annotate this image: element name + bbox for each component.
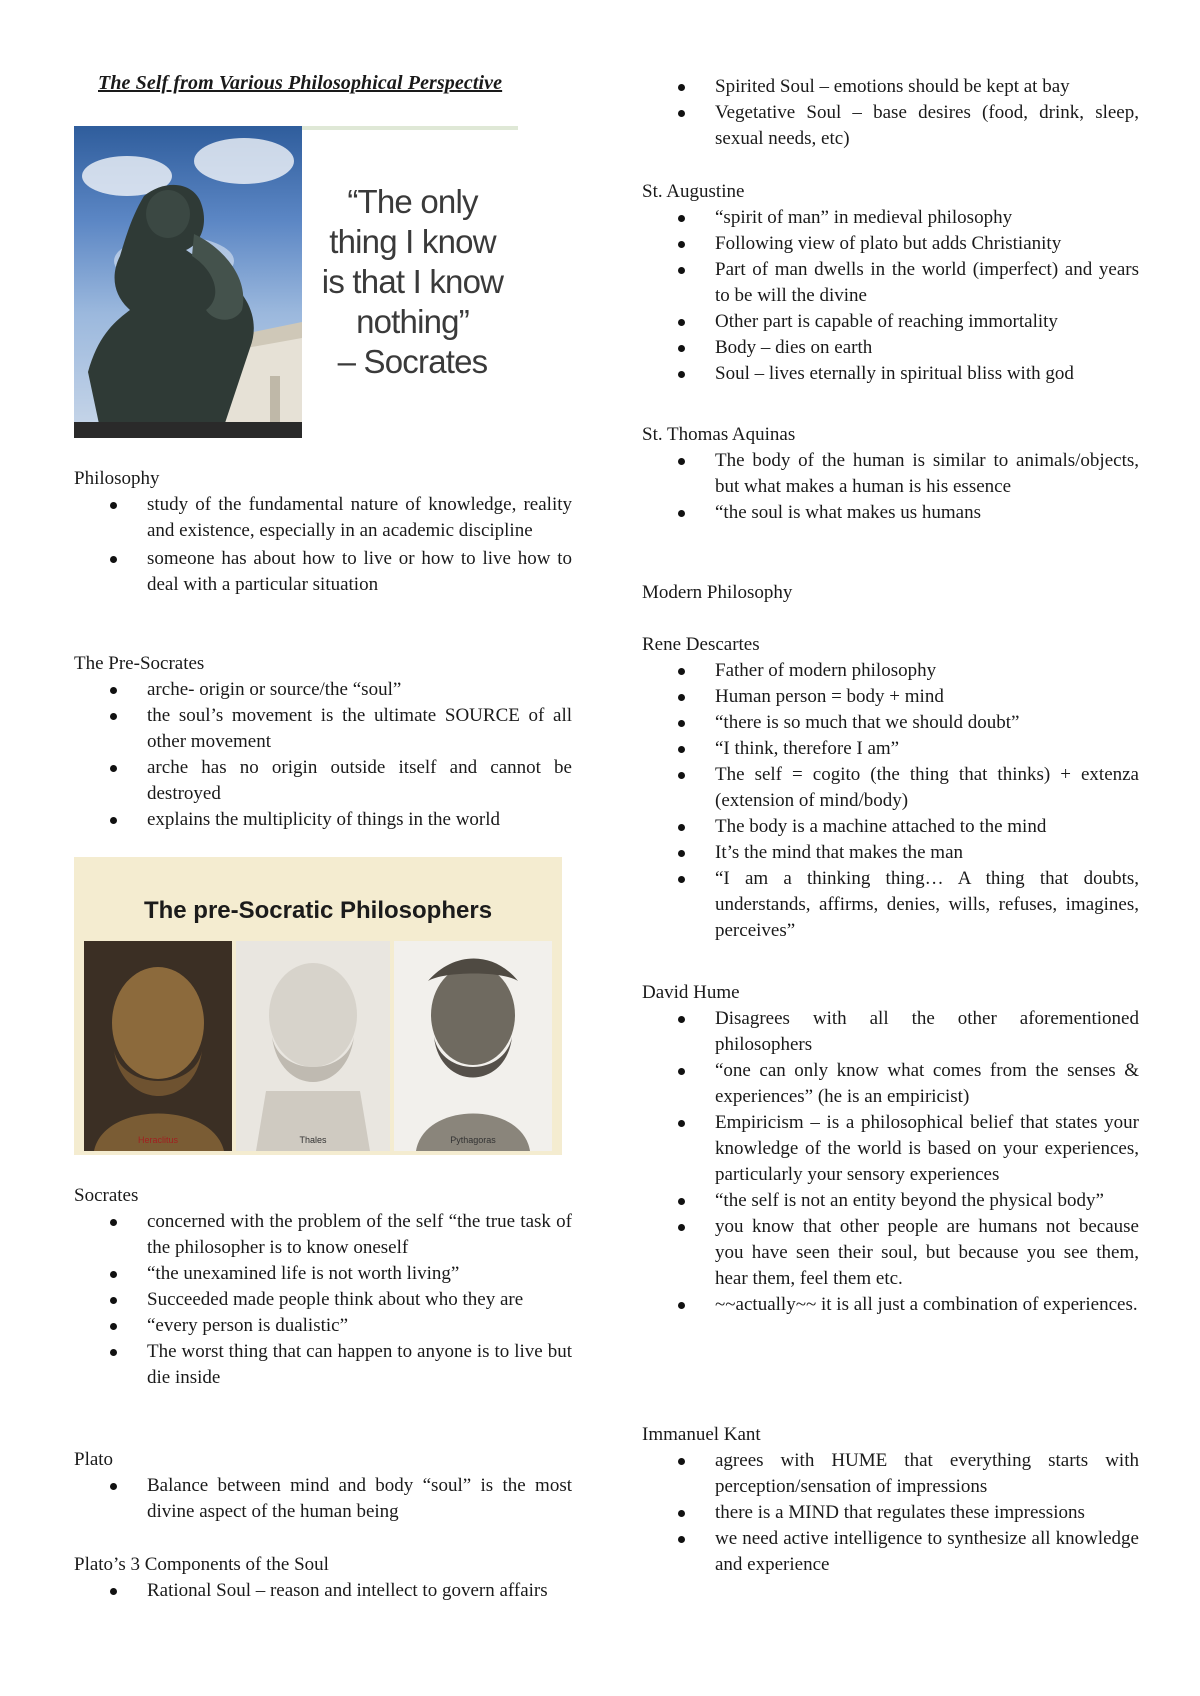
quote-line: nothing” [356,303,469,340]
list-item: The body of the human is similar to animals/objects, but what makes a human is his essence [715,448,1139,500]
section-pre-socrates [74,651,572,833]
section-heading: The Pre-Socrates [74,653,205,674]
quote-attribution: – Socrates [337,343,488,380]
list-item: “there is so much that we should doubt” [715,710,1139,736]
list-item: concerned with the problem of the self “the true task of the philosopher is to know oneself [147,1209,572,1261]
section-plato [74,1447,572,1525]
list-item: Body – dies on earth [715,335,1139,361]
list-item: It’s the mind that makes the man [715,840,1139,866]
section-david-hume [642,980,1139,1318]
list-item: “one can only know what comes from the senses & experiences” (he is an empiricist) [715,1058,1139,1110]
thinker-photo [74,126,302,438]
section-heading: Rene Descartes [642,634,760,655]
section-heading: Plato’s 3 Components of the Soul [74,1554,329,1575]
section-heading: Plato [74,1449,114,1470]
socrates-quote [310,182,515,382]
list-item: Balance between mind and body “soul” is the most divine aspect of the human being [147,1473,572,1525]
socrates-quote-image [74,126,518,438]
list-item: Empiricism – is a philosophical belief that states your knowledge of the world is based on your experiences, particularly your sensory experiences [715,1110,1139,1188]
section-st-augustine [642,179,1139,387]
section-plato-soul-components [74,1552,572,1604]
list-item: Soul – lives eternally in spiritual bliss with god [715,361,1139,387]
thales-bust [236,941,390,1151]
list-item: “I think, therefore I am” [715,736,1139,762]
list-item: Succeeded made people think about who they are [147,1287,572,1313]
list-item: there is a MIND that regulates these impressions [715,1500,1139,1526]
list-item: “I am a thinking thing… A thing that doubts, understands, affirms, denies, wills, refuses, imagines, perceives” [715,866,1139,944]
list-item: “the unexamined life is not worth living” [147,1261,572,1287]
list-item: agrees with HUME that everything starts with perception/sensation of impressions [715,1448,1139,1500]
list-item: “spirit of man” in medieval philosophy [715,205,1139,231]
list-item: Rational Soul – reason and intellect to govern affairs [147,1578,572,1604]
list-item: Spirited Soul – emotions should be kept at bay [715,74,1139,100]
section-heading: St. Thomas Aquinas [642,424,796,445]
list-item: the soul’s movement is the ultimate SOURCE of all other movement [147,703,572,755]
list-item: “every person is dualistic” [147,1313,572,1339]
section-heading: David Hume [642,982,740,1003]
list-item: Other part is capable of reaching immortality [715,309,1139,335]
section-heading: Immanuel Kant [642,1424,761,1445]
list-item: explains the multiplicity of things in the world [147,807,572,833]
list-item: Father of modern philosophy [715,658,1139,684]
image-title: The pre-Socratic Philosophers [143,897,493,924]
bust-label: Thales [299,1135,327,1145]
list-item: Following view of plato but adds Christianity [715,231,1139,257]
list-item: ~~actually~~ it is all just a combination of experiences. [715,1292,1139,1318]
list-item: Human person = body + mind [715,684,1139,710]
list-item: Disagrees with all the other aforementioned philosophers [715,1006,1139,1058]
list-item: we need active intelligence to synthesize all knowledge and experience [715,1526,1139,1578]
list-item: someone has about how to live or how to live how to deal with a particular situation [147,546,572,598]
section-heading: Philosophy [74,468,160,489]
heraclitus-bust [84,941,232,1151]
pythagoras-bust [394,941,552,1151]
list-item: The worst thing that can happen to anyone is to live but die inside [147,1339,572,1391]
section-heading: Socrates [74,1185,139,1206]
quote-line: “The only [347,183,478,220]
list-item: The body is a machine attached to the mind [715,814,1139,840]
section-modern-philosophy [642,580,1139,606]
list-item: “the self is not an entity beyond the physical body” [715,1188,1139,1214]
presocratic-philosophers-image [74,857,562,1155]
section-immanuel-kant [642,1422,1139,1578]
section-heading: St. Augustine [642,181,745,202]
section-soul-components-continued [642,74,1139,152]
section-rene-descartes [642,632,1139,944]
section-socrates [74,1183,572,1391]
list-item: arche- origin or source/the “soul” [147,677,572,703]
bust-label: Pythagoras [450,1135,496,1145]
section-philosophy [74,466,572,598]
quote-line: thing I know [329,223,496,260]
document-title: The Self from Various Philosophical Perspective [98,72,503,94]
bust-label: Heraclitus [137,1135,178,1145]
section-heading: Modern Philosophy [642,582,793,603]
list-item: you know that other people are humans not because you have seen their soul, but because you see them, hear them, feel them etc. [715,1214,1139,1292]
list-item: Part of man dwells in the world (imperfect) and years to be will the divine [715,257,1139,309]
quote-line: is that I know [321,263,504,300]
list-item: Vegetative Soul – base desires (food, drink, sleep, sexual needs, etc) [715,100,1139,152]
list-item: The self = cogito (the thing that thinks) + extenza (extension of mind/body) [715,762,1139,814]
list-item: “the soul is what makes us humans [715,500,1139,526]
list-item: study of the fundamental nature of knowledge, reality and existence, especially in an academic discipline [147,492,572,544]
section-st-thomas-aquinas [642,422,1139,526]
list-item: arche has no origin outside itself and cannot be destroyed [147,755,572,807]
